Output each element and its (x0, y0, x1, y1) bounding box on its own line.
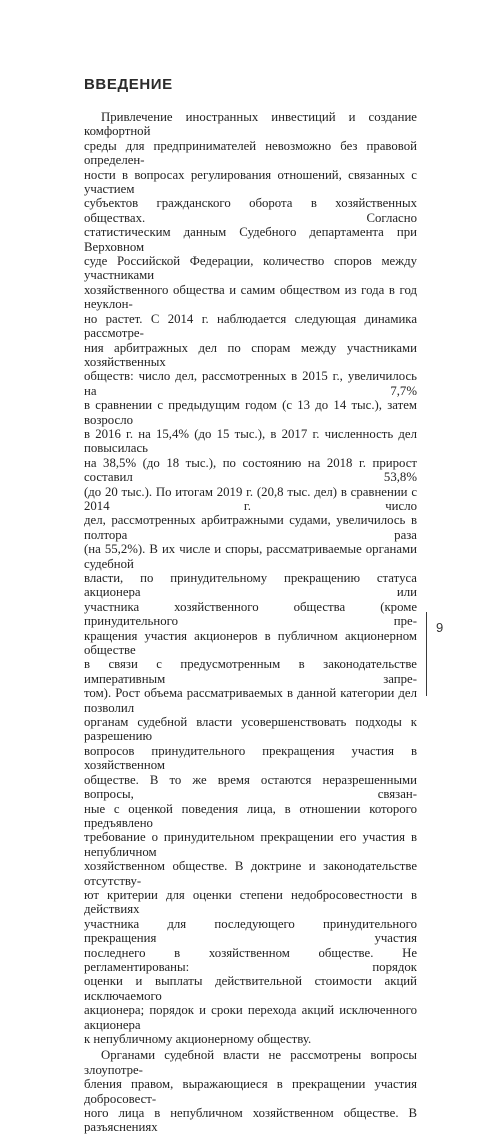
text-line: среды для предпринимателей невозможно без правовой определен- (84, 138, 417, 168)
text-line: акционера; порядок и сроки перехода акций исключенного акционера (84, 1003, 417, 1032)
text-line: в связи с предусмотренным в законодательстве императивным запре- (84, 657, 417, 686)
text-line: том). Рост объема рассматриваемых в данной категории дел позволил (84, 686, 417, 715)
text-line: дел, рассмотренных арбитражными судами, увеличилось в полтора раза (84, 513, 417, 542)
text-line: в 2016 г. на 15,4% (до 15 тыс.), в 2017 г. численность дел повысилась (84, 426, 417, 456)
text-line: требование о принудительном прекращении его участия в непубличном (84, 830, 417, 859)
text-line: хозяйственного общества и самим обществом из года в год неуклон- (84, 282, 417, 312)
page-rule (426, 612, 427, 696)
text-line: хозяйственном обществе. В доктрине и законодательстве отсутству- (84, 859, 417, 888)
text-line: обществ: число дел, рассмотренных в 2015 г., увеличилось на 7,7% (84, 369, 417, 398)
text-line: оценки и выплаты действительной стоимости акций исключаемого (84, 974, 417, 1003)
text-line: ния арбитражных дел по спорам между участниками хозяйственных (84, 340, 417, 369)
text-line: участника хозяйственного общества (кроме принудительного пре- (84, 599, 417, 629)
text-line: участника для последующего принудительного прекращения участия (84, 916, 417, 946)
text-line: Привлечение иностранных инвестиций и создание комфортной (84, 110, 417, 139)
body-text (84, 110, 417, 1135)
text-line: к непубличному акционерному обществу. (84, 1032, 312, 1046)
text-line: последнего в хозяйственном обществе. Не регламентированы: порядок (84, 945, 417, 974)
text-line: бления правом, выражающиеся в прекращении участия добросовест- (84, 1077, 417, 1106)
text-line: ные с оценкой поведения лица, в отношении которого предъявлено (84, 801, 417, 830)
text-line: субъектов гражданского оборота в хозяйственных обществах. Согласно (84, 196, 417, 225)
text-line: суде Российской Федерации, количество споров между участниками (84, 254, 417, 283)
text-line: кращения участия акционеров в публичном акционерном обществе (84, 628, 417, 658)
text-line: ности в вопросах регулирования отношений, связанных с участием (84, 167, 417, 197)
text-line: ют критерии для оценки степени недобросовестности в действиях (84, 887, 417, 917)
text-line: (на 55,2%). В их числе и споры, рассматриваемые органами судебной (84, 542, 417, 571)
page-number: 9 (436, 620, 444, 635)
text-line: обществе. В то же время остаются неразрешенными вопросы, связан- (84, 772, 417, 802)
text-line: на 38,5% (до 18 тыс.), по состоянию на 2018 г. прирост составил 53,8% (84, 455, 417, 485)
text-line: но растет. С 2014 г. наблюдается следующая динамика рассмотре- (84, 311, 417, 341)
text-line: ного лица в непубличном хозяйственном обществе. В разъяснениях (84, 1106, 417, 1135)
text-line: органам судебной власти усовершенствовать подходы к разрешению (84, 715, 417, 744)
text-line: власти, по принудительному прекращению статуса акционера или (84, 571, 417, 600)
text-line: Органами судебной власти не рассмотрены вопросы злоупотре- (84, 1048, 417, 1077)
text-line: (до 20 тыс.). По итогам 2019 г. (20,8 тыс. дел) в сравнении с 2014 г. число (84, 484, 417, 513)
text-line: вопросов принудительного прекращения участия в хозяйственном (84, 743, 417, 773)
section-heading: ВВЕДЕНИЕ (84, 76, 173, 93)
text-line: статистическим данным Судебного департамента при Верховном (84, 225, 417, 254)
text-line: в сравнении с предыдущим годом (с 13 до 14 тыс.), затем возросло (84, 398, 417, 427)
